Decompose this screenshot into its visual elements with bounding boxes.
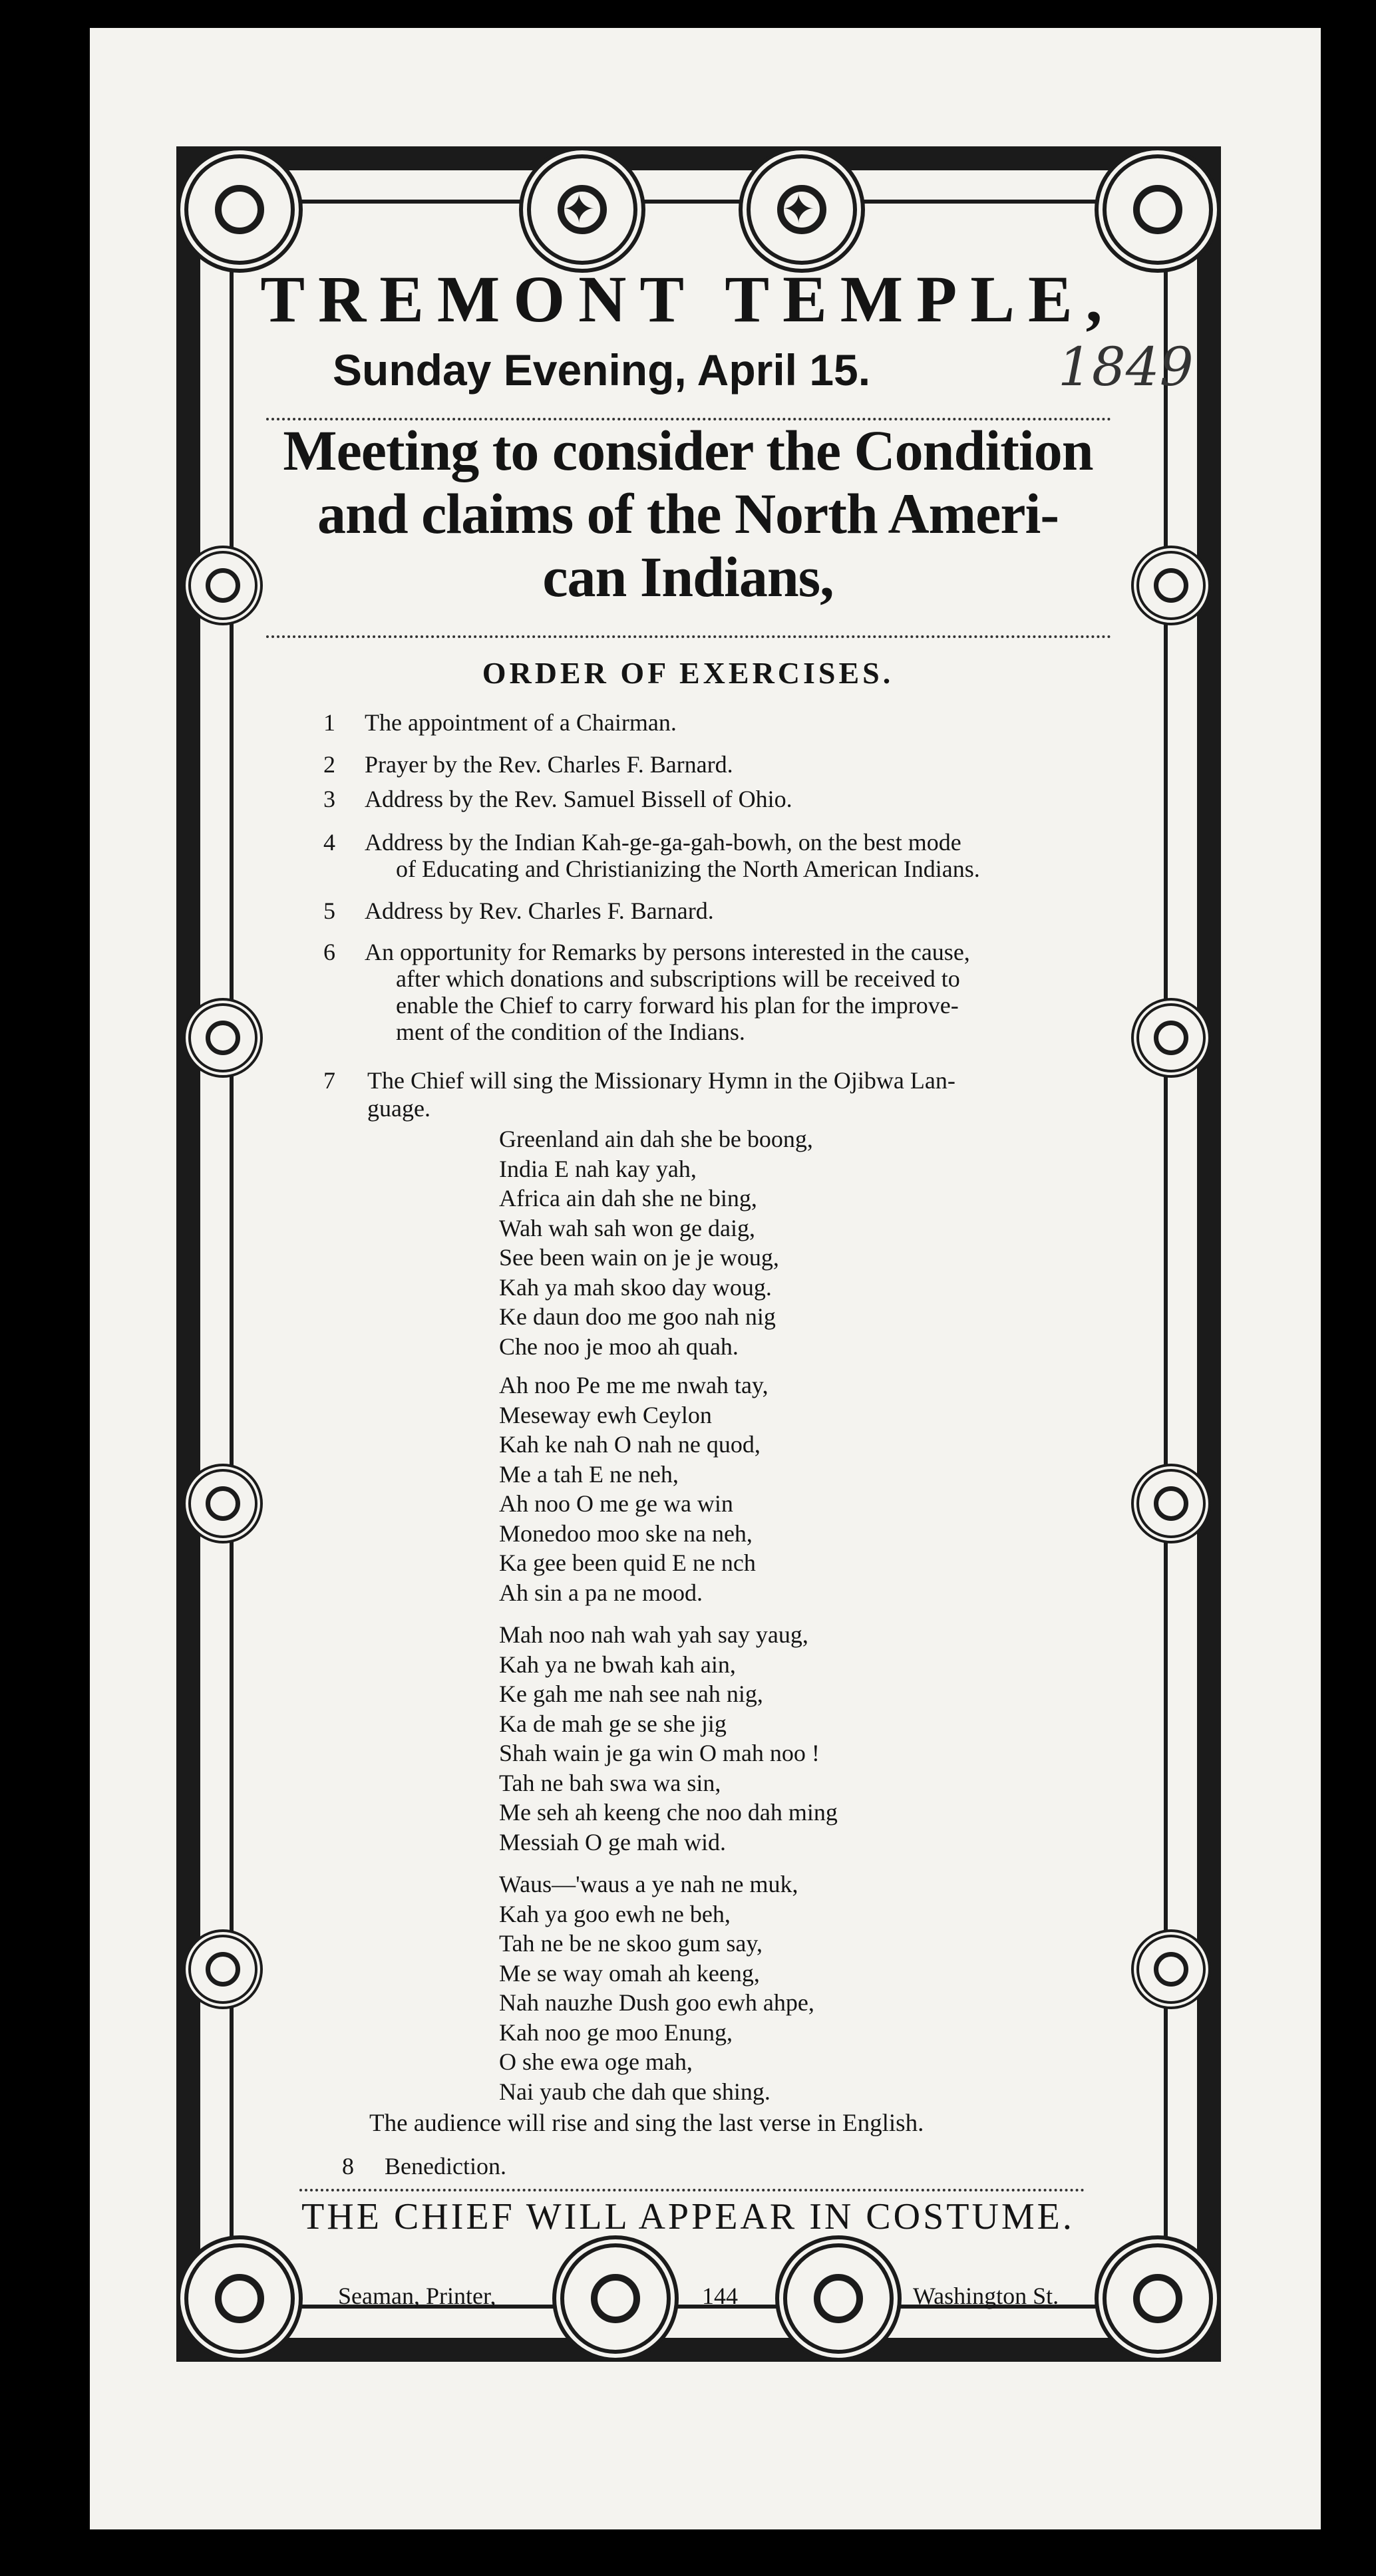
item-number: 4 <box>323 829 335 856</box>
exercise-item: The Chief will sing the Missionary Hymn in the Ojibwa Lan- <box>367 1067 955 1094</box>
hymn-line: O she ewa oge mah, <box>499 2048 693 2075</box>
hymn-line: Ah noo Pe me me nwah tay, <box>499 1372 769 1398</box>
corner-ornament <box>176 146 303 273</box>
audience-note: The audience will rise and sing the last verse in English. <box>369 2110 924 2137</box>
hymn-line: Tah ne bah swa wa sin, <box>499 1769 721 1796</box>
hymn-line: Me se way omah ah keeng, <box>499 1959 760 1987</box>
hymn-line: Wah wah sah won ge daig, <box>499 1214 755 1241</box>
item-number: 3 <box>323 786 335 812</box>
exercise-item: Benediction. <box>385 2153 506 2179</box>
hymn-line: Ka de mah ge se she jig <box>499 1710 727 1737</box>
hymn-verse <box>499 1620 838 1857</box>
exercise-item: Address by Rev. Charles F. Barnard. <box>365 897 714 924</box>
corner-ornament <box>176 2235 303 2362</box>
hymn-line: Mah noo nah wah yah say yaug, <box>499 1621 808 1648</box>
dotted-divider <box>299 2189 1085 2191</box>
hymn-line: Ah sin a pa ne mood. <box>499 1579 703 1606</box>
hymn-line: Greenland ain dah she be boong, <box>499 1126 813 1152</box>
exercise-item-continuation: of Educating and Christianizing the North American Indians. <box>396 856 980 882</box>
exercise-item-continuation: after which donations and subscriptions will be received to <box>396 965 960 992</box>
corner-ornament <box>1095 146 1221 273</box>
meeting-heading <box>0 419 1376 609</box>
hymn-line: Kah ya ne bwah kah ain, <box>499 1651 736 1678</box>
item-number: 8 <box>342 2153 354 2179</box>
hymn-verse <box>499 1869 814 2106</box>
hymn-line: Kah ya goo ewh ne beh, <box>499 1900 731 1927</box>
bottom-rosette-ornament <box>552 2235 679 2362</box>
hymn-line: Shah wain je ga win O mah noo ! <box>499 1740 820 1766</box>
hymn-verse <box>499 1370 769 1607</box>
side-ornament <box>1131 1464 1211 1543</box>
item-number: 2 <box>323 751 335 778</box>
poster-title: TREMONT TEMPLE, <box>260 262 1116 336</box>
poster-subtitle: Sunday Evening, April 15. <box>333 345 871 395</box>
hymn-line: Kah noo ge moo Enung, <box>499 2018 733 2046</box>
corner-ornament <box>1095 2235 1221 2362</box>
exercise-item: The appointment of a Chairman. <box>365 709 677 736</box>
hymn-line: Meseway ewh Ceylon <box>499 1401 712 1428</box>
star-ornament-icon: ✦ <box>782 186 816 233</box>
hymn-line: Me a tah E ne neh, <box>499 1460 679 1488</box>
order-of-exercises-heading: ORDER OF EXERCISES. <box>482 656 894 690</box>
hymn-line: Tah ne be ne skoo gum say, <box>499 1930 763 1957</box>
hymn-line: Nah nauzhe Dush goo ewh ahpe, <box>499 1989 814 2016</box>
item-number: 5 <box>323 897 335 924</box>
heading-line: and claims of the North Ameri- <box>317 482 1059 546</box>
handwritten-year-note: 1849 <box>1058 336 1194 398</box>
hymn-line: Ah noo O me ge wa win <box>499 1490 733 1517</box>
heading-line: Meeting to consider the Condition <box>283 418 1093 482</box>
heading-line: can Indians, <box>542 545 834 609</box>
side-ornament <box>183 1929 263 2009</box>
hymn-line: Messiah O ge mah wid. <box>499 1828 726 1855</box>
printer-name: Seaman, Printer, <box>338 2283 496 2309</box>
hymn-line: Ka gee been quid E ne nch <box>499 1549 756 1576</box>
hymn-verse <box>499 1124 813 1361</box>
star-ornament-icon: ✦ <box>562 186 596 233</box>
hymn-line: Kah ya mah skoo day woug. <box>499 1273 772 1301</box>
exercise-item: Address by the Indian Kah-ge-ga-gah-bowh, on the best mode <box>365 829 961 856</box>
hymn-line: Ke gah me nah see nah nig, <box>499 1681 763 1707</box>
exercise-item: An opportunity for Remarks by persons interested in the cause, <box>365 939 970 965</box>
hymn-line: Ke daun doo me goo nah nig <box>499 1303 776 1330</box>
hymn-line: Me seh ah keeng che noo dah ming <box>499 1799 838 1826</box>
exercise-item-continuation: ment of the condition of the Indians. <box>396 1019 745 1045</box>
hymn-line: Che noo je moo ah quah. <box>499 1333 739 1360</box>
side-ornament <box>1131 1929 1211 2009</box>
item-number: 7 <box>323 1067 335 1094</box>
costume-note: THE CHIEF WILL APPEAR IN COSTUME. <box>301 2196 1075 2237</box>
hymn-line: Nai yaub che dah que shing. <box>499 2078 771 2105</box>
printer-address-number: 144 <box>702 2283 738 2309</box>
hymn-line: India E nah kay yah, <box>499 1155 697 1182</box>
item-number: 1 <box>323 709 335 736</box>
hymn-line: Waus—'waus a ye nah ne muk, <box>499 1871 798 1897</box>
hymn-line: See been wain on je je woug, <box>499 1244 779 1271</box>
hymn-line: Africa ain dah she ne bing, <box>499 1185 757 1211</box>
exercise-item-continuation: enable the Chief to carry forward his plan for the improve- <box>396 992 959 1019</box>
hymn-line: Kah ke nah O nah ne quod, <box>499 1431 761 1458</box>
exercise-item: Address by the Rev. Samuel Bissell of Ohio. <box>365 786 792 812</box>
bottom-rosette-ornament <box>775 2235 902 2362</box>
side-ornament <box>183 1464 263 1543</box>
hymn-line: Monedoo moo ske na neh, <box>499 1520 753 1547</box>
side-ornament <box>1131 998 1211 1078</box>
printer-street: Washington St. <box>913 2283 1059 2309</box>
wavy-divider <box>266 635 1111 638</box>
exercise-item: Prayer by the Rev. Charles F. Barnard. <box>365 751 733 778</box>
item-number: 6 <box>323 939 335 965</box>
side-ornament <box>183 998 263 1078</box>
exercise-item-continuation: guage. <box>367 1095 430 1122</box>
